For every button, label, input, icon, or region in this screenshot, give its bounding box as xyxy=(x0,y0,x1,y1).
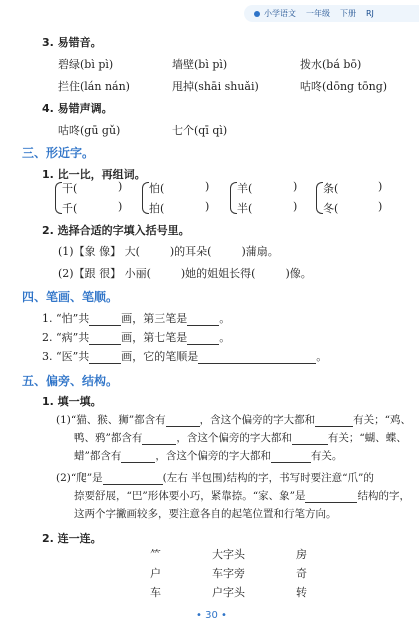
pair3-top: 羊( xyxy=(237,182,253,195)
s5-p2-blank2[interactable] xyxy=(305,490,357,503)
section-3-title: 三、形近字。 xyxy=(22,146,95,160)
s4-l3-b: 画，它的笔顺是 xyxy=(121,350,199,363)
pair3-top-close: ) xyxy=(293,180,298,193)
q4-title: 4. 易错声调。 xyxy=(42,102,113,115)
brace-1 xyxy=(55,182,62,214)
pair4-top: 条( xyxy=(323,182,339,195)
s3-q2-l1-a: (1)【象 像】 大( xyxy=(58,245,140,258)
pair1-top: 干( xyxy=(62,182,78,195)
s3-q2-line2 xyxy=(58,265,312,281)
match-radical-3: 车 xyxy=(150,586,161,599)
q3-row1-item3: 拨水(bá bō) xyxy=(300,58,362,71)
match-radical-1: ⺮ xyxy=(150,548,161,561)
s5-p1-2c: 有关；“蝴、蝶、 xyxy=(327,432,407,444)
s5-p1-line2 xyxy=(74,430,407,445)
s5-p1-1a: (1)“猫、猴、狮”都含有 xyxy=(56,414,166,426)
section-4-title: 四、笔画、笔顺。 xyxy=(22,290,119,304)
s5-p1-3a: 蜡”都含有 xyxy=(74,450,122,462)
pair4-top-close: ) xyxy=(378,180,383,193)
match-char-2: 奇 xyxy=(296,567,307,580)
s4-l2-c: 。 xyxy=(219,331,231,344)
q3-row2-item1: 拦住(lán nán) xyxy=(58,80,130,93)
s4-l1-a: 1. “怕”共 xyxy=(42,312,90,325)
pair1-top-close: ) xyxy=(118,180,123,193)
s5-p2-2: 捺要舒展，“巴”形体要小巧，紧靠捺。“家、象”是 xyxy=(74,490,306,502)
s5-p1-3b: ，含这个偏旁的字大都和 xyxy=(155,450,271,462)
s4-l2-blank1[interactable] xyxy=(89,332,121,345)
pair2-bottom: 拍( xyxy=(149,202,165,215)
match-name-2: 车字旁 xyxy=(212,567,245,580)
s5-p2-1a: (2)“爬”是 xyxy=(56,472,103,484)
s3-q2-title: 2. 选择合适的字填入括号里。 xyxy=(42,224,190,237)
brace-3 xyxy=(230,182,237,214)
header-volume: 下册 xyxy=(340,9,356,18)
s4-l2-a: 2. “病”共 xyxy=(42,331,90,344)
s4-line3 xyxy=(42,348,327,364)
match-char-3: 转 xyxy=(296,586,307,599)
s4-l2-blank2[interactable] xyxy=(187,332,219,345)
q3-row1-item1: 碧绿(bì pì) xyxy=(58,58,114,71)
q3-row1-item2: 墙壁(bì pì) xyxy=(172,58,228,71)
s5-p1-2b: ，含这个偏旁的字大都和 xyxy=(176,432,292,444)
s5-p1-3c: 有关。 xyxy=(310,450,343,462)
s5-p2-blank1[interactable] xyxy=(103,472,163,485)
s5-p2-line1 xyxy=(56,470,374,485)
s5-p1-line1 xyxy=(56,412,411,427)
s3-q2-l2-c: )像。 xyxy=(285,267,312,280)
q3-row2-item2: 甩掉(shāi shuǎi) xyxy=(172,80,259,93)
brace-2 xyxy=(142,182,149,214)
header-dot-icon xyxy=(254,11,260,17)
s4-l3-blank1[interactable] xyxy=(89,351,121,364)
header-subject: 小学语文 xyxy=(264,9,296,18)
section-5-title: 五、偏旁、结构。 xyxy=(22,374,119,388)
s3-q2-line1 xyxy=(58,243,279,259)
pair4-bottom: 冬( xyxy=(323,202,339,215)
s5-p1-blank4[interactable] xyxy=(292,432,328,445)
s4-l3-a: 3. “医”共 xyxy=(42,350,90,363)
s5-p1-blank2[interactable] xyxy=(315,414,353,427)
s3-q2-l2-a: (2)【跟 很】 小丽( xyxy=(58,267,151,280)
pair2-top-close: ) xyxy=(205,180,210,193)
match-radical-2: 户 xyxy=(150,567,161,580)
s4-line2 xyxy=(42,329,230,345)
header-tab xyxy=(244,5,419,22)
q4-item2: 七个(qī qì) xyxy=(172,124,228,137)
s5-p2-line3: 这两个字撇画较多，要注意各自的起笔位置和行笔方向。 xyxy=(74,508,337,520)
s5-p1-1c: 有关；“鸡、 xyxy=(353,414,411,426)
s4-l1-blank1[interactable] xyxy=(89,313,121,326)
page-number: • 30 • xyxy=(196,610,227,621)
pair3-bottom-close: ) xyxy=(293,200,298,213)
match-name-1: 大字头 xyxy=(212,548,245,561)
s5-p1-2a: 鸭、鸦”都含有 xyxy=(74,432,143,444)
s4-l3-blank2[interactable] xyxy=(198,351,316,364)
header-grade: 一年级 xyxy=(306,9,330,18)
s3-q2-l1-c: )蒲扇。 xyxy=(241,245,279,258)
s5-p2-2b: 结构的字， xyxy=(357,490,410,502)
pair3-bottom: 半( xyxy=(237,202,253,215)
s5-p1-blank1[interactable] xyxy=(166,414,200,427)
pair1-bottom-close: ) xyxy=(118,200,123,213)
s5-p1-1b: ，含这个偏旁的字大都和 xyxy=(199,414,316,426)
s5-p2-line2 xyxy=(74,488,410,503)
s4-l1-blank2[interactable] xyxy=(187,313,219,326)
q3-title: 3. 易错音。 xyxy=(42,36,102,49)
pair2-bottom-close: ) xyxy=(205,200,210,213)
s5-p1-line3 xyxy=(74,448,342,463)
q3-row2-item3: 咕咚(dōng tōng) xyxy=(300,80,388,93)
s5-p1-blank5[interactable] xyxy=(121,450,155,463)
brace-4 xyxy=(316,182,323,214)
match-name-3: 户字头 xyxy=(212,586,245,599)
s4-l1-c: 。 xyxy=(219,312,231,325)
q4-item1: 咕咚(gū gǔ) xyxy=(58,124,121,137)
s3-q2-l1-b: )的耳朵( xyxy=(169,245,212,258)
s5-p1-blank6[interactable] xyxy=(271,450,311,463)
s3-q1-title: 1. 比一比，再组词。 xyxy=(42,168,146,181)
match-char-1: 房 xyxy=(296,548,307,561)
s4-l1-b: 画，第三笔是 xyxy=(121,312,188,325)
s5-q1-title: 1. 填一填。 xyxy=(42,395,102,408)
s5-p1-blank3[interactable] xyxy=(142,432,176,445)
pair2-top: 怕( xyxy=(149,182,165,195)
pair1-bottom: 千( xyxy=(62,202,78,215)
header-edition: RJ xyxy=(366,9,374,18)
s5-q2-title: 2. 连一连。 xyxy=(42,532,102,545)
s4-l3-c: 。 xyxy=(316,350,328,363)
s3-q2-l2-b: )她的姐姐长得( xyxy=(180,267,256,280)
s4-line1 xyxy=(42,310,230,326)
s4-l2-b: 画，第七笔是 xyxy=(121,331,188,344)
s5-p2-1b: (左右 半包围)结构的字，书写时要注意“爪”的 xyxy=(162,472,374,484)
pair4-bottom-close: ) xyxy=(378,200,383,213)
